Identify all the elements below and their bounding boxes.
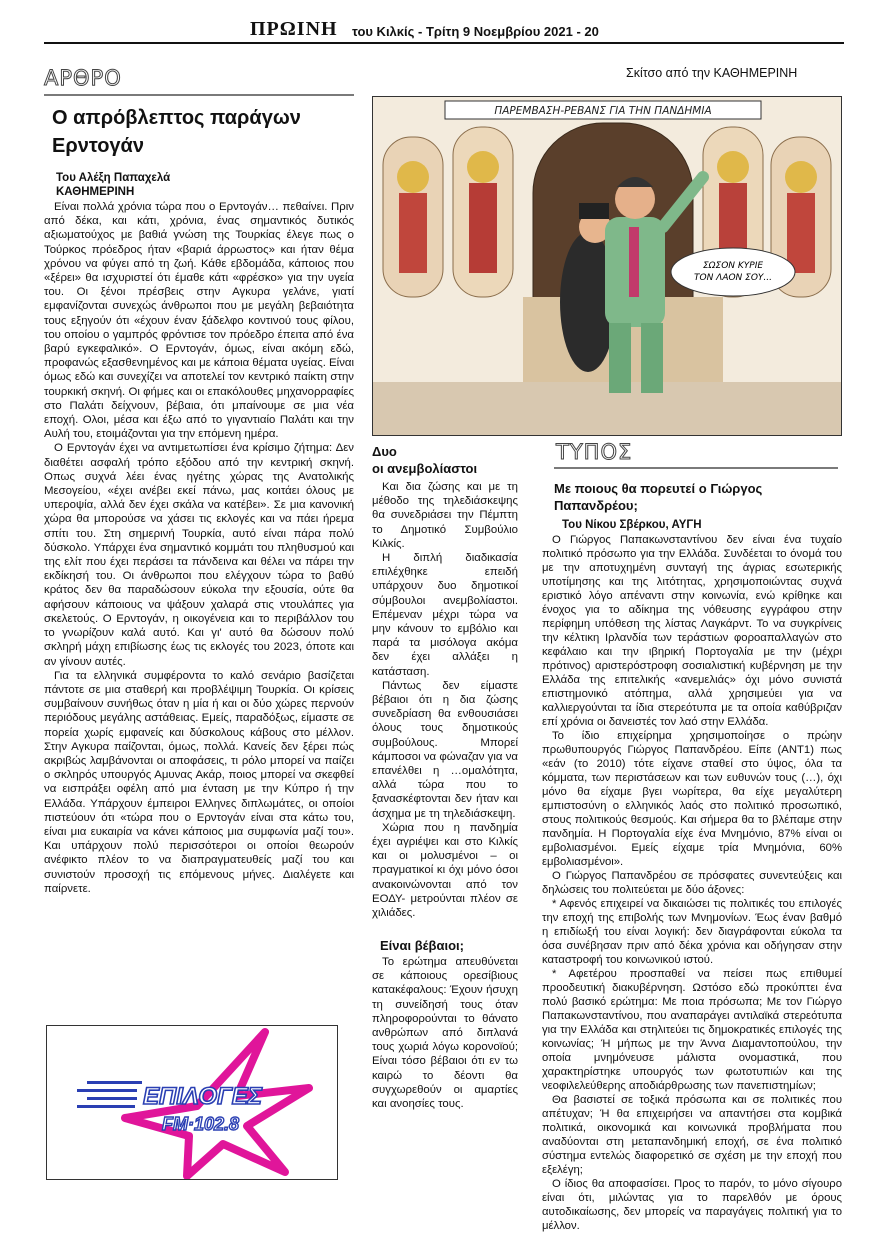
cartoon-credit: Σκίτσο από την ΚΑΘΗΜΕΡΙΝΗ <box>626 66 798 80</box>
paragraph: * Αφετέρου προσπαθεί να πείσει πως επιθυμεί προοδευτική διακυβέρνηση. Ωστόσο εδώ προκύπτει ένα πολύ βασικό ερώτημα: Με ποια πρόσωπα; Με τον Γιώργο Παπακωνσταντίνου, που αναπαράγει αντιλαϊκά στερεότυπα για την Ελλάδα και στηλιτεύει τις δημοκρατικές επιλογές της κοινωνίας; Ή μήπως με την Άννα Διαμαντοπούλου, την οποία μνημόνευσε μάλιστα ονομαστικά, που χαρακτηρίστηκε υπουργός των φωτοτυπιών και της νεοφιλελεύθερης αποδιάρθρωσης των πανεπιστημίων; <box>542 968 842 1092</box>
speed-lines <box>77 1081 142 1108</box>
press-body <box>542 533 842 1233</box>
middle-subheading: Είναι βέβαιοι; <box>380 938 464 953</box>
section-label-press: ΤΥΠΟΣ <box>556 440 633 464</box>
radio-advertisement <box>46 1025 338 1180</box>
section-label-article: ΑΡΘΡΟ <box>44 66 122 90</box>
section-underline <box>44 94 354 96</box>
cartoon-illustration <box>372 96 842 436</box>
byline-author: Του Αλέξη Παπαχελά <box>56 172 171 184</box>
header-dateline: του Κιλκίς - Τρίτη 9 Νοεμβρίου 2021 - 20 <box>352 24 599 39</box>
speech-bubble <box>671 248 795 296</box>
paragraph: * Αφενός επιχειρεί να δικαιώσει τις πολιτικές του επιλογές την εποχή της επιβολής των Μνημονίων. Έως έναν βαθμό η επιδίωξή του είναι λογική: δεν διαγράφονται εύκολα τα όσα συνέβησαν πριν από δέκα χρόνια και οδήγησαν στην καταστροφή του κοινωνικού ιστού. <box>542 898 842 966</box>
paragraph: Θα βασιστεί σε τοξικά πρόσωπα και σε πολιτικές που απέτυχαν; Ή θα επιχειρήσει να απαντήσει στα κομβικά πολιτικά, οικονομικά και κοινωνικά προβλήματα που αναδύονται στη μεταπανδημική εποχή, σε ένα πολιτικό σύστημα εντελώς διαφορετικό σε σχέση με την εποχή που εξελέγη; <box>542 1094 842 1176</box>
section-underline <box>554 467 838 469</box>
cartoon-banner: ΠΑΡΕΜΒΑΣΗ-ΡΕΒΑΝΣ ΓΙΑ ΤΗΝ ΠΑΝΔΗΜΙΑ <box>494 105 712 117</box>
paragraph: Ο Γιώργος Παπακωνσταντίνου δεν είναι ένα τυχαίο πολιτικό πρόσωπο για την Ελλάδα. Συνδέεται το όνομά του με την αποτυχημένη συνταγή της άγριας εσωτερικής υποτίμησης και της λιτότητας, χρησιμοποιώντας συχνά εριστικό λόγο απέναντι στην κοινωνία, ενώ κρίθηκε και ένοχος για το αδίκημα της νόθευσης εγγράφου στην περίφημη υπόθεση της λίστας Λαγκάρντ. Το να συγκρίνεις την κέλτικη Ιρλανδία των τεράστιων φοροαπαλλαγών στο κεφάλαιο και την ιβηρική Πορτογαλία με την (μέχρι πρότινος) αριστερόστροφη σοσιαλιστική κυβέρνηση με την Ελλάδα της επιτελικής «ανεμελιάς» όχι μόνο συνιστά επιστημονικό ατόπημα, αλλά χρησιμεύει για να καλλιεργούνται τα ίδια στερεότυπα με τα οποία καθύβριζαν επί χρόνια οι δανειστές τον λαό στην Ελλάδα. <box>542 534 842 728</box>
paragraph: Το ίδιο επιχείρημα χρησιμοποίησε ο πρώην πρωθυπουργός Γιώργος Παπανδρέου. Είπε (ΑΝΤ1) πως «εάν (το 2010) τότε είχανε σταθεί στο ύψος, όλα τα κόμματα, των περιστάσεων και των ευθυνών τους (…), όχι μόνο θα είχαμε βγει νωρίτερα, θα είχε μεγαλύτερη εμπιστοσύνη ο ελληνικός λαός στο πολιτικό προσωπικό, στους πολιτικούς θεσμούς. Και σήμερα θα το βλέπαμε στην πανδημία. Η Πορτογαλία είχε ένα Μνημόνιο, 87% είναι οι εμβολιασμένοι. Εμείς είχαμε τρία Μνημόνια, 60% εμβολιασμένοι». <box>542 730 842 868</box>
middle-heading-line-1: Δυο <box>372 444 397 459</box>
paragraph: Πάντως δεν είμαστε βέβαιοι ότι η δια ζώσης συνεδρίαση θα ενθουσιάσει όλους τους δημοτικούς συμβούλους. Μπορεί κάμποσοι να φώναζαν για να επανέλθει η …ομαλότητα, αλλά τώρα που το ξανασκέφτονται δεν ήταν και άσχημα με τη τηλεδιάσκεψη. <box>372 679 518 820</box>
paragraph: Ο Γιώργος Παπανδρέου σε πρόσφατες συνεντεύξεις και δηλώσεις του πολιτεύεται με δύο άξονες: <box>542 870 842 896</box>
article-body <box>44 200 354 896</box>
paragraph: Για τα ελληνικά συμφέροντα το καλό σενάριο βασίζεται πάντοτε σε μια σταθερή και προβλέψιμη Τουρκία. Οι κρίσεις συμβαίνουν συνήθως όταν η μία ή και οι δύο χώρες περνούν περιόδους μεγάλης αστάθειας. Εμείς, παραδόξως, είμαστε σε πορεία χωρίς εμφανείς και δύσκολους κάβους στο μέλλον. Στην Αγκυρα παίζονται, όμως, πολλά. Κανείς δεν ξέρει πώς ακριβώς λαμβάνονται οι αποφάσεις, τι ρόλο μπορεί να παίζει ο σκληρός υπουργός Αμυνας Ακάρ, ποιος μπορεί να σκεφθεί να εισπράξει οφέλη από μια ένταση με την Κύπρο ή την Ελλάδα. Υπάρχουν έμπειροι Ελληνες διπλωμάτες, οι οποίοι πιστεύουν ότι «τώρα που ο Ερντογάν είναι στα κάτω του, είναι μια ευκαιρία να κάνει κάποιος μια συμφωνία μαζί του». Και υπάρχουν πολύ περισσότεροι οι οποίοι θεωρούν ανέφικτο πλέον το να διαπραγματευθείς μαζί του και συνιστούν προσοχή τις επόμενους μήνες. Διαλέγετε και παίρνετε. <box>44 669 354 895</box>
speech-line-2: ΤΟΝ ΛΑΟΝ ΣΟΥ... <box>693 273 773 283</box>
article-title: Ο απρόβλεπτος παράγων Ερντογάν <box>52 107 301 157</box>
middle-heading-line-2: οι ανεμβολίαστοι <box>372 461 478 476</box>
ad-brand: ΕΠΙΛΟΓΕΣ <box>143 1083 262 1110</box>
paragraph: Το ερώτημα απευθύνεται σε κάποιους ορεσίβιους κατακέφαλους: Έχουν ήσυχη τη συνείδησή τους όταν πληροφορούνται το θάνατο ανθρώπων από διπλανά τους χωριά λόγω κορονοϊού; Είναι τόσο βέβαιοι ότι εν τω καιρώ το δέοντι θα συγχωρεθούν οι αμαρτίες και ανοησίες τους. <box>372 956 518 1111</box>
paragraph: Είναι πολλά χρόνια τώρα που ο Ερντογάν… πεθαίνει. Πριν από δέκα, και κάτι, χρόνια, ένας σημαντικός δυτικός αξιωματούχος με βαθιά γνώση της Τουρκίας έλεγε πως ο Τούρκος πρόεδρος ήταν «βαριά άρρωστος» και ήταν θέμα χρόνου να φύγει από τη ζωή. Κάθε εβδομάδα, κάποιος που «ξέρει» θα ισχυριστεί ότι έμαθε κάτι «φρέσκο» για την υγεία του. Οι ξένοι πρέσβεις στην Αγκυρα γελάνε, γιατί εμφανίζονται συνεχώς άνθρωποι που με μεγάλη βεβαιότητα τους εξηγούν ότι «έχουν έναν ξάδελφο κοντινού τους φίλου, του οποίου ο γαμπρός φρόντισε τον πρόεδρο έπειτα από ένα βαρύ εγκεφαλικό». Ο Ερντογάν, όμως, είναι ακόμη εδώ, προφανώς εξασθενημένος και με κάποια θέματα υγείας. Είναι όμως εδώ και συνεχίζει να αποτελεί τον κεντρικό παίκτη στην τουρκική σκηνή. Οι φήμες και οι επακόλουθες μηχανορραφίες στο Παλάτι δείχνουν, βέβαια, ότι μπαίνουμε σε μια νέα εποχή. Ολοι, μέσα και έξω από το γιγαντιαίο Παλάτι και την Αυλή του, ετοιμάζονται για την επόμενη ημέρα. <box>44 201 354 441</box>
paragraph: Ο ίδιος θα αποφασίσει. Προς το παρόν, το μόνο σίγουρο είναι ότι, μιλώντας για το παρελθόν με όρους αυτοδικαίωσης, δεν μπορείς να παραγάγεις πολιτική για το μέλλον. <box>542 1178 842 1232</box>
byline-source: ΚΑΘΗΜΕΡΙΝΗ <box>56 186 135 198</box>
middle-body-2 <box>372 955 518 1111</box>
newspaper-name: ΠΡΩΙΝΗ <box>250 18 338 40</box>
press-byline: Του Νίκου Σβέρκου, ΑΥΓΗ <box>562 519 702 531</box>
star-logo <box>47 1026 337 1179</box>
ad-frequency: FM·102.8 <box>162 1114 240 1134</box>
paragraph: Και δια ζώσης και με τη μέθοδο της τηλεδιάσκεψης θα συνεδριάσει την Πέμπτη το Δημοτικό Συμβούλιο Κιλκίς. <box>372 481 518 550</box>
paragraph: Ο Ερντογάν έχει να αντιμετωπίσει ένα κρίσιμο ζήτημα: Δεν διαθέτει ασφαλή τρόπο εξόδου από την κεντρική σκηνή. Οπως συχνά λέει ένας ηγέτης χώρας της Ανατολικής Μεσογείου, «έχει ανέβει εκεί πάνω, μας κοιτάει όλους με υπεροψία, αλλά δεν έχει σκάλα να κατέβει». Σε μια κανονική χώρα θα μπορούσε να χάσει τις εκλογές και να πάει ήρεμα σπίτι του. Στη σημερινή Τουρκία, αυτό είναι πάρα πολύ δύσκολο. Υπάρχει ένα σημαντικό κομμάτι του πληθυσμού και της ελίτ που έχει περάσει τα πάνδεινα και θέλει να πάρει την εκδίκησή του. Οι άνθρωποι που ελέγχουν τώρα το βαθύ κράτος δεν θα παραδώσουν εύκολα την εξουσία, ούτε θα αφήσουν κάποιους να ψάξουν χαλαρά στις ντουλάπες για σκελετούς. Ο Ερντογάν, η οικογένεια και το περιβάλλον του το γνωρίζουν καλά αυτό. Και γι' αυτό θα δώσουν πολύ σκληρή μάχη επιβίωσης έως τις εκλογές του 2023, όποτε και αν γίνουν αυτές. <box>44 442 354 668</box>
speech-line-1: ΣΩΣΟΝ ΚΥΡΙΕ <box>702 261 764 271</box>
middle-body <box>372 480 518 920</box>
press-title: Με ποιους θα πορευτεί ο Γιώργος Παπανδρέου; <box>554 481 763 513</box>
paragraph: Η διπλή διαδικασία επιλέχθηκε επειδή υπάρχουν δυο δημοτικοί σύμβουλοι ανεμβολίαστοι. Επέμεναν μέχρι τώρα να μην κάνουν το εμβόλιο και παρά τα μισόλογα ακόμα δεν έχει αλλάξει η κατάσταση. <box>372 552 518 678</box>
paragraph: Χώρια που η πανδημία έχει αγριέψει και στο Κιλκίς και οι μολυσμένοι – οι πραγματικοί κι όχι μόνο όσοι ανακοινώνονται από τον ΕΟΔΥ- μετρούνται πλέον σε χιλιάδες. <box>372 821 518 920</box>
